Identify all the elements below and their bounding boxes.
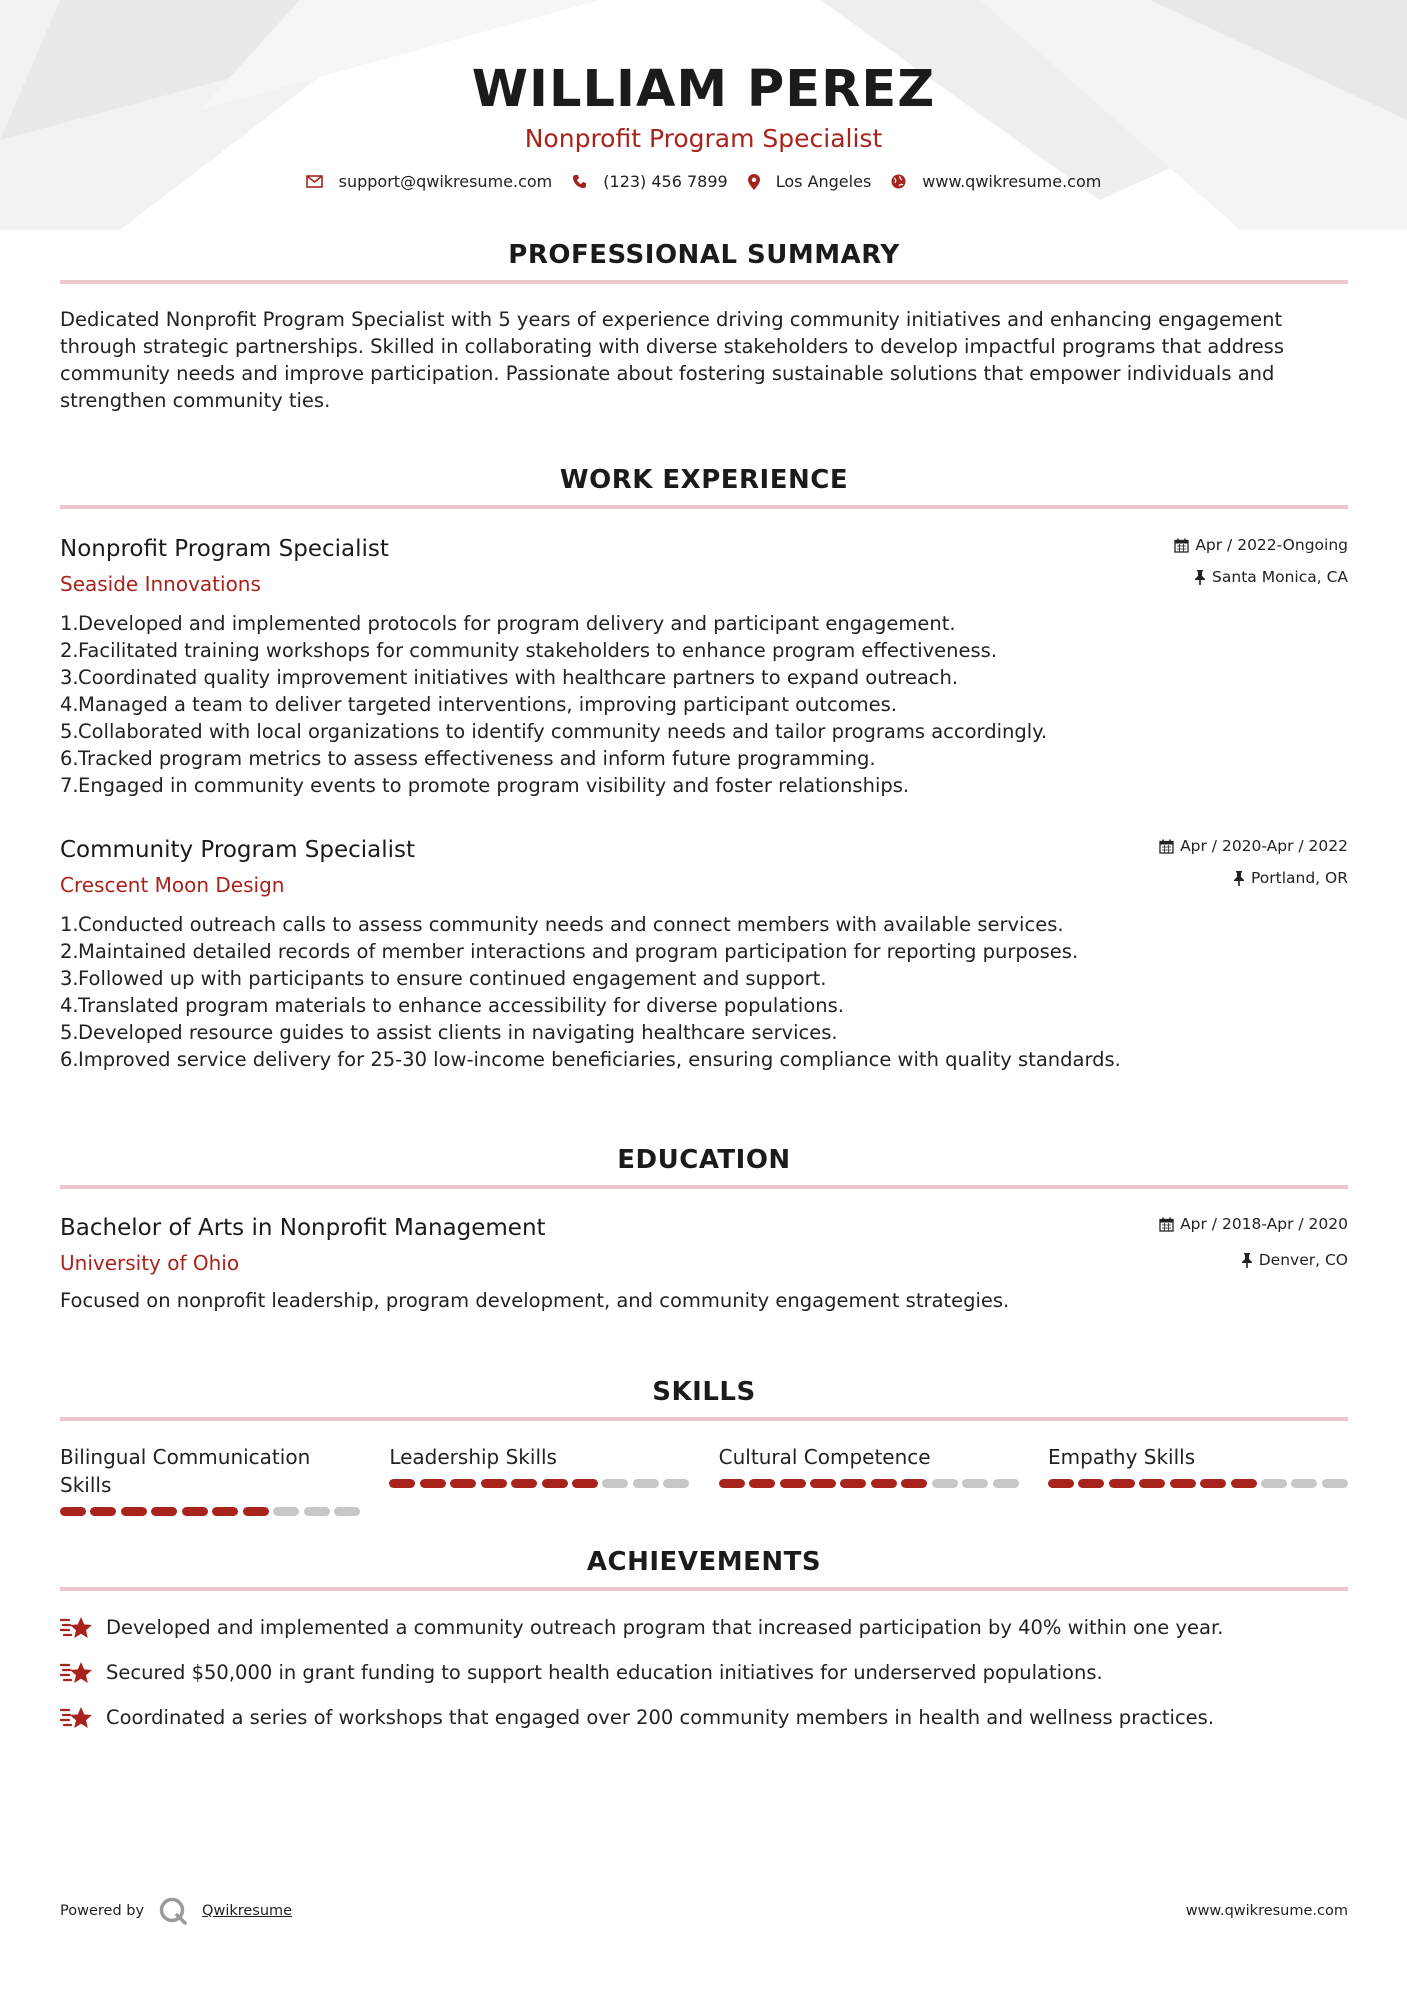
skill-segment-filled: [1048, 1479, 1074, 1488]
education-entry: [60, 1213, 1348, 1314]
summary-title: PROFESSIONAL SUMMARY: [508, 240, 900, 270]
powered-by-label: Powered by: [60, 1903, 145, 1919]
job-bullets: [60, 911, 1348, 1073]
skill-segment-filled: [90, 1507, 116, 1516]
school-name: University of Ohio: [60, 1251, 240, 1275]
contact-website[interactable]: [891, 172, 1101, 191]
skill-segment-filled: [481, 1479, 507, 1488]
list-item: 5. Developed resource guides to assist clients in navigating healthcare services.: [60, 1021, 838, 1044]
footer-website[interactable]: www.qwikresume.com: [1185, 1903, 1348, 1919]
list-item: 3. Coordinated quality improvement initiatives with healthcare partners to expand outreach.: [60, 666, 959, 689]
skill-segment-empty: [993, 1479, 1019, 1488]
star-award-icon: [60, 1614, 94, 1642]
skill-segment-filled: [901, 1479, 927, 1488]
section-divider: [60, 1185, 1348, 1189]
phone-icon: [572, 174, 587, 189]
skill-item: [389, 1443, 689, 1516]
list-item: 1. Conducted outreach calls to assess community needs and connect members with available services.: [60, 913, 1064, 936]
achievements-section: [60, 1545, 1348, 1740]
skill-level-bar: [719, 1479, 1019, 1488]
experience-section: [60, 463, 1348, 1071]
skill-segment-filled: [840, 1479, 866, 1488]
list-item: 2. Maintained detailed records of member interactions and program participation for reporting purposes.: [60, 940, 1079, 963]
skill-segment-filled: [719, 1479, 745, 1488]
achievements-title: ACHIEVEMENTS: [586, 1547, 822, 1577]
skill-segment-empty: [663, 1479, 689, 1488]
skill-segment-filled: [871, 1479, 897, 1488]
contact-bar: [0, 172, 1407, 191]
skill-segment-filled: [60, 1507, 86, 1516]
skill-segment-empty: [334, 1507, 360, 1516]
contact-phone[interactable]: [572, 172, 727, 191]
star-award-icon: [60, 1659, 94, 1687]
candidate-name: WILLIAM PEREZ: [471, 60, 936, 119]
section-divider: [60, 1417, 1348, 1421]
job-meta: [1159, 835, 1348, 889]
globe-icon: [891, 174, 906, 189]
page-footer: [60, 1896, 1348, 1926]
pushpin-icon: [1194, 570, 1206, 585]
section-divider: [60, 280, 1348, 284]
skill-segment-empty: [602, 1479, 628, 1488]
contact-phone-text: (123) 456 7899: [603, 172, 728, 191]
candidate-role: Nonprofit Program Specialist: [524, 124, 883, 153]
skill-segment-filled: [542, 1479, 568, 1488]
education-location: Denver, CO: [1258, 1251, 1348, 1269]
achievement-item: Coordinated a series of workshops that engaged over 200 community members in health and wellness practices.: [60, 1695, 1348, 1740]
education-title: EDUCATION: [617, 1145, 791, 1175]
skill-segment-filled: [121, 1507, 147, 1516]
list-item: 2. Facilitated training workshops for community stakeholders to enhance program effectiveness.: [60, 639, 998, 662]
skill-segment-filled: [389, 1479, 415, 1488]
skill-segment-filled: [1231, 1479, 1257, 1488]
achievement-item: Developed and implemented a community outreach program that increased participation by 40% within one year.: [60, 1605, 1348, 1650]
list-item: 5. Collaborated with local organizations to identify community needs and tailor programs accordingly.: [60, 720, 1048, 743]
pushpin-icon: [1233, 871, 1245, 886]
contact-email-text: support@qwikresume.com: [338, 172, 553, 191]
list-item: 7. Engaged in community events to promote program visibility and foster relationships.: [60, 774, 910, 797]
skill-segment-empty: [962, 1479, 988, 1488]
skill-item: [1048, 1443, 1348, 1516]
skill-segment-empty: [932, 1479, 958, 1488]
skill-segment-filled: [1109, 1479, 1135, 1488]
job-location: Portland, OR: [1250, 869, 1348, 887]
skill-segment-filled: [511, 1479, 537, 1488]
skill-segment-filled: [1200, 1479, 1226, 1488]
job-entry: [60, 835, 1348, 1073]
contact-location-text: Los Angeles: [775, 172, 872, 191]
experience-title: WORK EXPERIENCE: [559, 465, 849, 495]
summary-text: Dedicated Nonprofit Program Specialist with 5 years of experience driving community initiatives and enhancing engagement through strategic partnerships. Skilled in collaborating with diverse stakeholders to develop impactful programs that address community needs and improve participation. Passionate about fostering sustainable solutions that empower individuals and strengthen community ties.: [60, 308, 1285, 412]
job-location: Santa Monica, CA: [1212, 568, 1348, 586]
skill-segment-filled: [243, 1507, 269, 1516]
skill-item: [719, 1443, 1019, 1516]
qwikresume-link[interactable]: Qwikresume: [202, 1903, 293, 1919]
skill-name: Leadership Skills: [389, 1445, 557, 1469]
calendar-icon: [1174, 538, 1189, 553]
skill-item: [60, 1443, 360, 1516]
skill-name: Empathy Skills: [1047, 1445, 1196, 1469]
list-item: 4. Translated program materials to enhance accessibility for diverse populations.: [60, 994, 844, 1017]
calendar-icon: [1159, 839, 1174, 854]
skill-segment-filled: [420, 1479, 446, 1488]
list-item: 4. Managed a team to deliver targeted interventions, improving participant outcomes.: [60, 693, 898, 716]
job-meta: [1174, 534, 1348, 588]
envelope-icon: [306, 175, 323, 188]
skill-segment-empty: [1291, 1479, 1317, 1488]
skill-name: Bilingual Communication Skills: [60, 1445, 311, 1497]
list-item: 6. Tracked program metrics to assess effectiveness and inform future programming.: [60, 747, 876, 770]
skill-segment-empty: [633, 1479, 659, 1488]
contact-location: [748, 172, 872, 191]
skill-segment-filled: [450, 1479, 476, 1488]
education-meta: [1159, 1213, 1348, 1271]
powered-by: [60, 1896, 292, 1926]
skill-segment-filled: [1078, 1479, 1104, 1488]
degree-title: Bachelor of Arts in Nonprofit Management: [60, 1215, 546, 1241]
job-title: Community Program Specialist: [60, 837, 416, 863]
list-item: 3. Followed up with participants to ensure continued engagement and support.: [60, 967, 827, 990]
achievement-item: Secured $50,000 in grant funding to support health education initiatives for underserved populations.: [60, 1650, 1348, 1695]
calendar-icon: [1159, 1217, 1174, 1232]
skill-segment-filled: [749, 1479, 775, 1488]
skills-title: SKILLS: [652, 1377, 756, 1407]
skill-segment-filled: [810, 1479, 836, 1488]
skill-segment-filled: [182, 1507, 208, 1516]
job-title: Nonprofit Program Specialist: [60, 536, 389, 562]
job-company: Crescent Moon Design: [60, 873, 285, 897]
skill-segment-empty: [304, 1507, 330, 1516]
job-company: Seaside Innovations: [60, 572, 261, 596]
skill-segment-filled: [780, 1479, 806, 1488]
skill-level-bar: [1048, 1479, 1348, 1488]
section-divider: [60, 505, 1348, 509]
skills-section: [60, 1375, 1348, 1516]
star-award-icon: [60, 1704, 94, 1732]
skill-segment-filled: [212, 1507, 238, 1516]
list-item: 6. Improved service delivery for 25-30 low-income beneficiaries, ensuring compliance with quality standards.: [60, 1048, 1121, 1071]
skill-segment-filled: [1139, 1479, 1165, 1488]
skill-segment-empty: [1322, 1479, 1348, 1488]
resume-header: [0, 58, 1407, 156]
skill-level-bar: [60, 1507, 360, 1516]
job-entry: [60, 534, 1348, 799]
skill-level-bar: [389, 1479, 689, 1488]
skill-segment-empty: [273, 1507, 299, 1516]
skill-segment-filled: [151, 1507, 177, 1516]
education-description: Focused on nonprofit leadership, program development, and community engagement strategies.: [60, 1289, 1010, 1312]
contact-email[interactable]: [306, 172, 553, 191]
summary-section: [60, 238, 1348, 414]
job-dates: Apr / 2022-Ongoing: [1195, 536, 1348, 554]
qwikresume-logo-icon: [158, 1896, 188, 1926]
skill-segment-empty: [1261, 1479, 1287, 1488]
education-dates: Apr / 2018-Apr / 2020: [1180, 1215, 1348, 1233]
job-dates: Apr / 2020-Apr / 2022: [1180, 837, 1348, 855]
list-item: 1. Developed and implemented protocols for program delivery and participant engagement.: [60, 612, 956, 635]
skills-list: [60, 1443, 1348, 1516]
section-divider: [60, 1587, 1348, 1591]
skill-segment-filled: [572, 1479, 598, 1488]
education-section: [60, 1143, 1348, 1312]
map-pin-icon: [748, 174, 760, 190]
contact-website-text: www.qwikresume.com: [922, 172, 1102, 191]
achievements-list: [60, 1605, 1348, 1740]
skill-segment-filled: [1170, 1479, 1196, 1488]
pushpin-icon: [1241, 1253, 1253, 1268]
job-bullets: [60, 610, 1348, 799]
skill-name: Cultural Competence: [718, 1445, 931, 1469]
